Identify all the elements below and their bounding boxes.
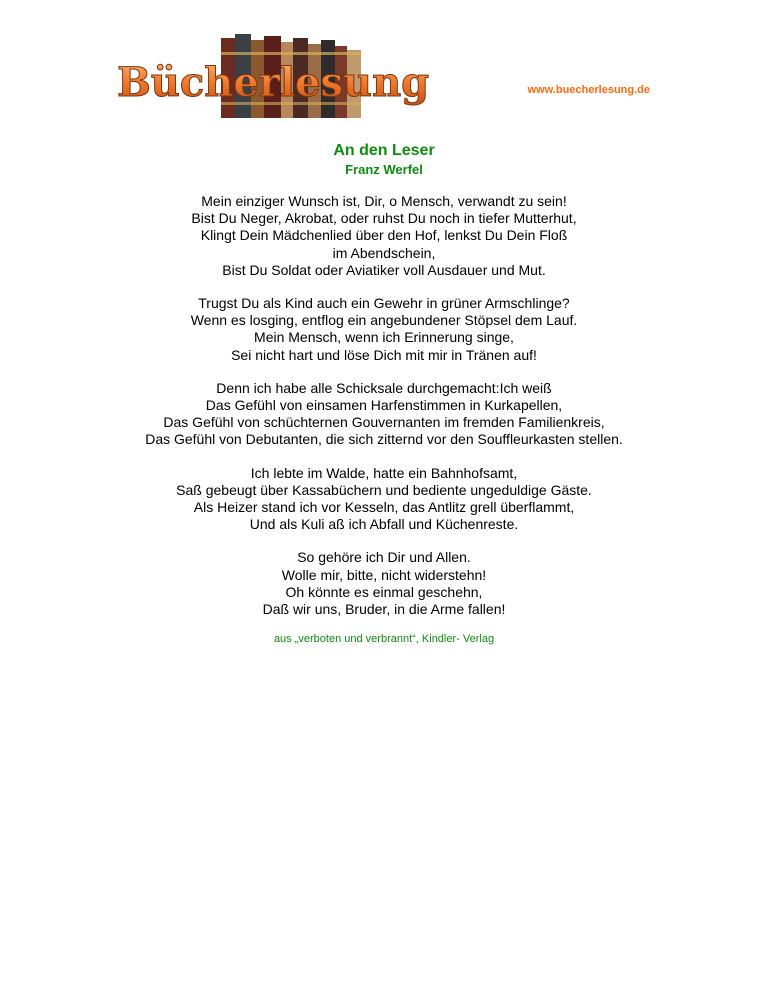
poem-line: Mein einziger Wunsch ist, Dir, o Mensch, verwandt zu sein! [201, 193, 567, 209]
poem-line: Wolle mir, bitte, nicht widerstehn! [281, 566, 487, 583]
stanza-4 [0, 465, 768, 534]
poem-line: Das Gefühl von einsamen Harfenstimmen in Kurkapellen, [205, 397, 563, 414]
poem-line: Trugst Du als Kind auch ein Gewehr in grüner Armschlinge? [198, 295, 570, 312]
poem-line: Sei nicht hart und löse Dich mit mir in Tränen auf! [231, 346, 537, 363]
page-header [0, 0, 768, 130]
poem-line: Das Gefühl von schüchternen Gouvernanten im fremden Familienkreis, [163, 414, 605, 431]
site-url-link[interactable]: www.buecherlesung.de [527, 84, 650, 96]
poem-author: Franz Werfel [345, 162, 423, 177]
poem-line: im Abendschein, [332, 244, 436, 261]
poem-body [0, 193, 768, 646]
poem-line: Und als Kuli aß ich Abfall und Küchenreste. [249, 516, 519, 533]
poem-line: Klingt Dein Mädchenlied über den Hof, lenkst Du Dein Floß [200, 227, 568, 244]
poem-line: Wenn es losging, entflog ein angebundener Stöpsel dem Lauf. [190, 312, 578, 329]
stanza-2 [0, 295, 768, 364]
stanza-1 [0, 193, 768, 279]
poem-source: aus „verboten und verbrannt“, Kindler- Verlag [273, 633, 495, 646]
poem-line: Saß gebeugt über Kassabüchern und bediente ungeduldige Gäste. [176, 481, 592, 498]
stanza-3 [0, 380, 768, 449]
poem-heading [0, 140, 768, 179]
poem-line: Mein Mensch, wenn ich Erinnerung singe, [254, 329, 514, 346]
buecherlesung-logo[interactable] [113, 32, 433, 122]
poem-line: Als Heizer stand ich vor Kesseln, das Antlitz grell überflammt, [193, 499, 575, 516]
books-logo-icon [113, 32, 433, 122]
poem-line: Bist Du Neger, Akrobat, oder ruhst Du noch in tiefer Mutterhut, [191, 210, 577, 227]
poem-title: An den Leser [333, 142, 435, 159]
poem-line: Daß wir uns, Bruder, in die Arme fallen! [262, 601, 506, 618]
stanza-5 [0, 549, 768, 618]
poem-line: Denn ich habe alle Schicksale durchgemacht:Ich weiß [216, 379, 552, 396]
poem-line: Das Gefühl von Debutanten, die sich zitternd vor den Souffleurkasten stellen. [145, 431, 623, 448]
poem-line: Ich lebte im Walde, hatte ein Bahnhofsamt, [250, 464, 518, 481]
poem-line: Bist Du Soldat oder Aviatiker voll Ausdauer und Mut. [222, 261, 546, 278]
svg-text:Bücherlesung: Bücherlesung [117, 59, 430, 106]
poem-line: So gehöre ich Dir und Allen. [297, 549, 471, 566]
poem-line: Oh könnte es einmal geschehn, [285, 583, 483, 600]
